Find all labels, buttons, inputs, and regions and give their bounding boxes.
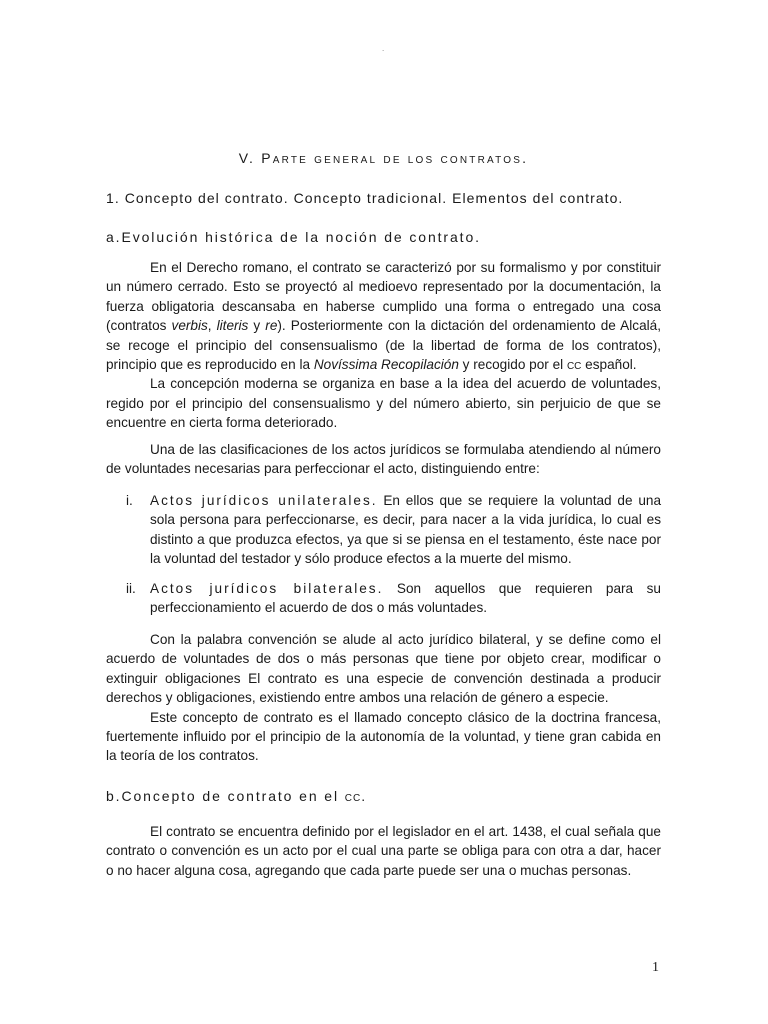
list-item (106, 579, 661, 618)
italic-term: literis (216, 318, 249, 334)
subsection-b-end: . (361, 788, 368, 804)
paragraph-group-2 (106, 630, 661, 766)
text-run: , (207, 318, 217, 334)
italic-term: re (265, 318, 278, 334)
text-run: ). Posteriormente con la dictación del ordenamiento de Alcalá, se recoge el principio del consensualismo (de la libertad de forma de los contratos), principio que es reproducido en la (106, 318, 661, 373)
code-abbrev: cc (566, 357, 582, 373)
subsection-b-heading (106, 788, 661, 804)
subsection-a-letter: a. (106, 229, 122, 245)
list-number: ii. (126, 580, 136, 596)
text-run: y (248, 318, 266, 334)
italic-term: Novíssima Recopilación (313, 357, 459, 373)
paragraph-convention: Con la palabra convención se alude al acto jurídico bilateral, y se define como el acuerdo de voluntades de dos o más personas que tiene por objeto crear, modificar o extinguir obligaciones El contrato es una especie de convención destinada a producir derechos y obligaciones, existiendo entre ambos una relación de género a especie. (106, 632, 661, 706)
list-item (106, 491, 661, 569)
paragraph-text: Una de las clasificaciones de los actos jurídicos se formulaba atendiendo al número de voluntades necesarias para perfeccionar el acto, distinguiendo entre: (106, 442, 661, 477)
text-run: español. (581, 357, 637, 373)
list-text: Son aquellos que requieren para su perfeccionamiento el acuerdo de dos o más voluntades. (150, 580, 661, 616)
code-abbrev: cc (344, 788, 362, 804)
subsection-b-letter: b. (106, 788, 122, 804)
list-text: En ellos que se requiere la voluntad de una sola persona para perfeccionarse, es decir, para nacer a la vida jurídica, lo cual es distinto a que produzca efectos, ya que si se piensa en el testamento, éste nace por la voluntad del testador y sólo produce efectos a la muerte del mismo. (150, 493, 662, 567)
header-mark: . (382, 44, 385, 53)
acts-list (106, 491, 661, 617)
paragraph-definition (106, 822, 661, 880)
section-title: 1. Concepto del contrato. Concepto tradicional. Elementos del contrato. (106, 190, 624, 206)
page-number: 1 (652, 960, 659, 975)
paragraph-roman-law (106, 258, 661, 374)
paragraph-classic-concept: Este concepto de contrato es el llamado concepto clásico de la doctrina francesa, fuertemente influido por el principio de la autonomía de la voluntad, y tiene gran cabida en la teoría de los contratos. (106, 709, 661, 764)
subsection-b-title: Concepto de contrato en el (121, 788, 345, 804)
italic-term: verbis (171, 318, 208, 334)
list-number: i. (126, 493, 133, 508)
list-term: Actos jurídicos unilaterales. (150, 493, 378, 508)
paragraph-modern-conception: La concepción moderna se organiza en base a la idea del acuerdo de voluntades, regido por el principio del consensualismo y del número abierto, sin perjuicio de que se encuentre en cierta forma deteriorado. (106, 376, 661, 431)
text-run: y recogido por el (458, 357, 567, 373)
list-term: Actos jurídicos bilaterales. (150, 580, 384, 596)
paragraph-text: El contrato se encuentra definido por el legislador en el art. 1438, el cual señala que contrato o convención es un acto por el cual una parte se obliga para con otra a dar, hacer o no hacer alguna cosa, agregando que cada parte puede ser una o muchas personas. (106, 824, 661, 878)
chapter-title: V. Parte general de los contratos. (238, 150, 529, 166)
paragraph-classification (106, 440, 661, 479)
subsection-a-title: Evolución histórica de la noción de contrato. (121, 229, 481, 245)
subsection-a-heading (106, 229, 661, 245)
paragraph-group-1 (106, 258, 661, 433)
text-run: En el Derecho romano, el contrato se caracterizó por su formalismo y por constituir un número cerrado. Esto se proyectó al medioevo representado por la documentación, la fuerza obligatoria descansaba en haberse cumplido una forma o entregado una cosa (contratos (106, 260, 661, 334)
